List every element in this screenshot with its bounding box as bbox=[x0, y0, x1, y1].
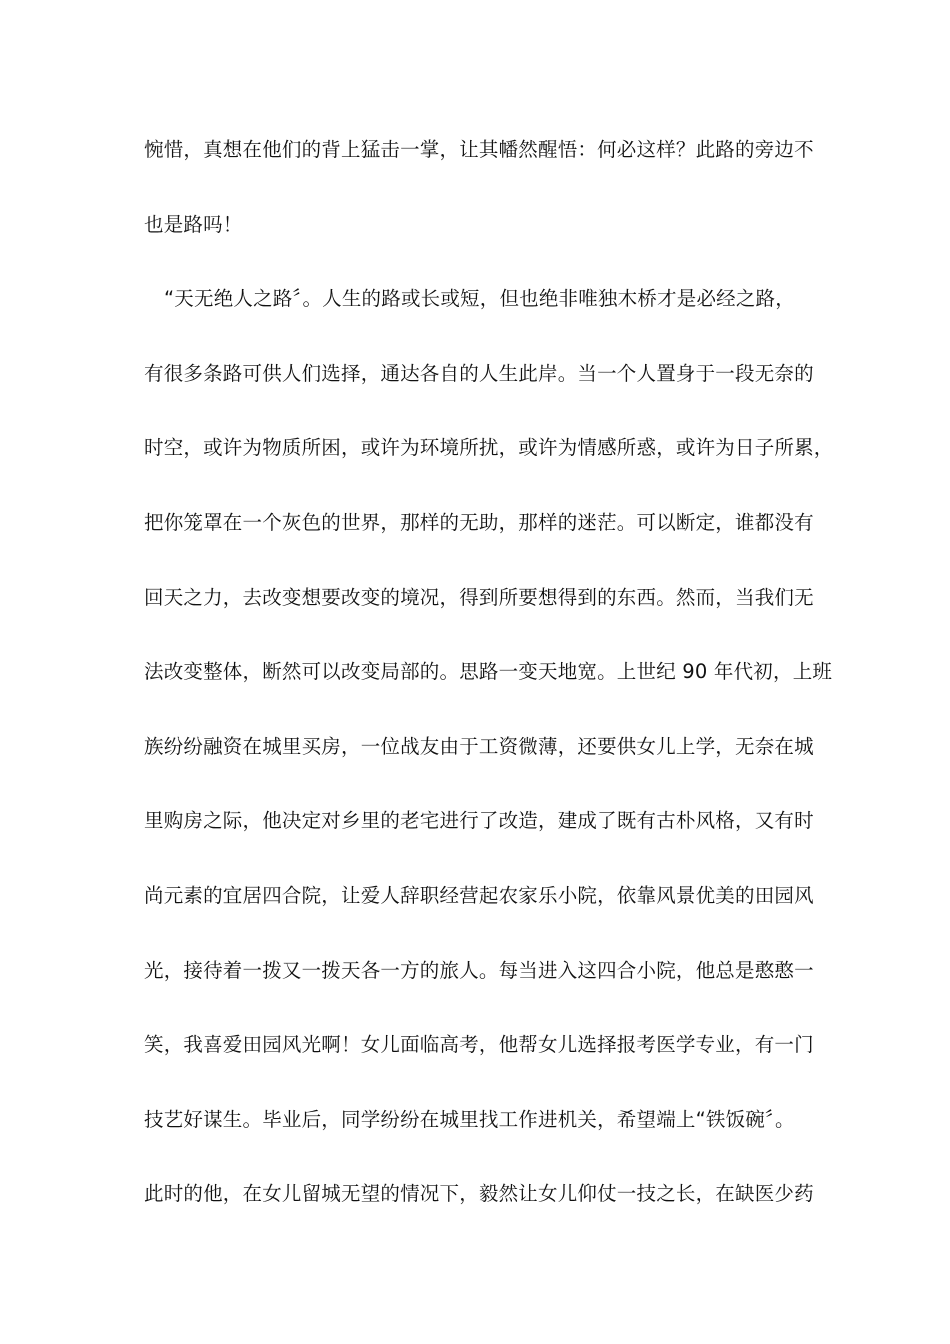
text-line-9: 族纷纷融资在城里买房，一位战友由于工资微薄，还要供女儿上学，无奈在城 bbox=[144, 734, 814, 758]
text-line-10: 里购房之际，他决定对乡里的老宅进行了改造，建成了既有古朴风格，又有时 bbox=[144, 809, 814, 833]
text-line-7: 回天之力，去改变想要改变的境况，得到所要想得到的东西。然而，当我们无 bbox=[144, 585, 814, 609]
text-line-15: 此时的他，在女儿留城无望的情况下，毅然让女儿仰仗一技之长，在缺医少药 bbox=[144, 1182, 814, 1206]
text-line-11: 尚元素的宜居四合院，让爱人辞职经营起农家乐小院，依靠风景优美的田园风 bbox=[144, 883, 814, 907]
text-line-1: 惋惜，真想在他们的背上猛击一掌，让其幡然醒悟：何必这样？此路的旁边不 bbox=[144, 138, 814, 161]
body-text bbox=[144, 130, 834, 1249]
text-line-12: 光，接待着一拨又一拨天各一方的旅人。每当进入这四合小院，他总是憨憨一 bbox=[144, 958, 814, 982]
text-line-6: 把你笼罩在一个灰色的世界，那样的无助，那样的迷茫。可以断定，谁都没有 bbox=[144, 510, 814, 534]
text-line-14: 技艺好谋生。毕业后，同学纷纷在城里找工作进机关，希望端上“铁饭碗〞。 bbox=[144, 1107, 795, 1131]
text-line-4: 有很多条路可供人们选择，通达各自的人生此岸。当一个人置身于一段无奈的 bbox=[144, 361, 814, 385]
text-line-5: 时空，或许为物质所困，或许为环境所扰，或许为情感所惑，或许为日子所累， bbox=[144, 436, 834, 460]
text-line-3: “天无绝人之路〞。人生的路或长或短，但也绝非唯独木桥才是必经之路， bbox=[164, 287, 795, 311]
text-line-2: 也是路吗！ bbox=[144, 212, 243, 236]
text-line-13: 笑，我喜爱田园风光啊！女儿面临高考，他帮女儿选择报考医学专业，有一门 bbox=[144, 1033, 814, 1057]
text-line-8: 法改变整体，断然可以改变局部的。思路一变天地宽。上世纪 90 年代初，上班 bbox=[144, 660, 833, 684]
